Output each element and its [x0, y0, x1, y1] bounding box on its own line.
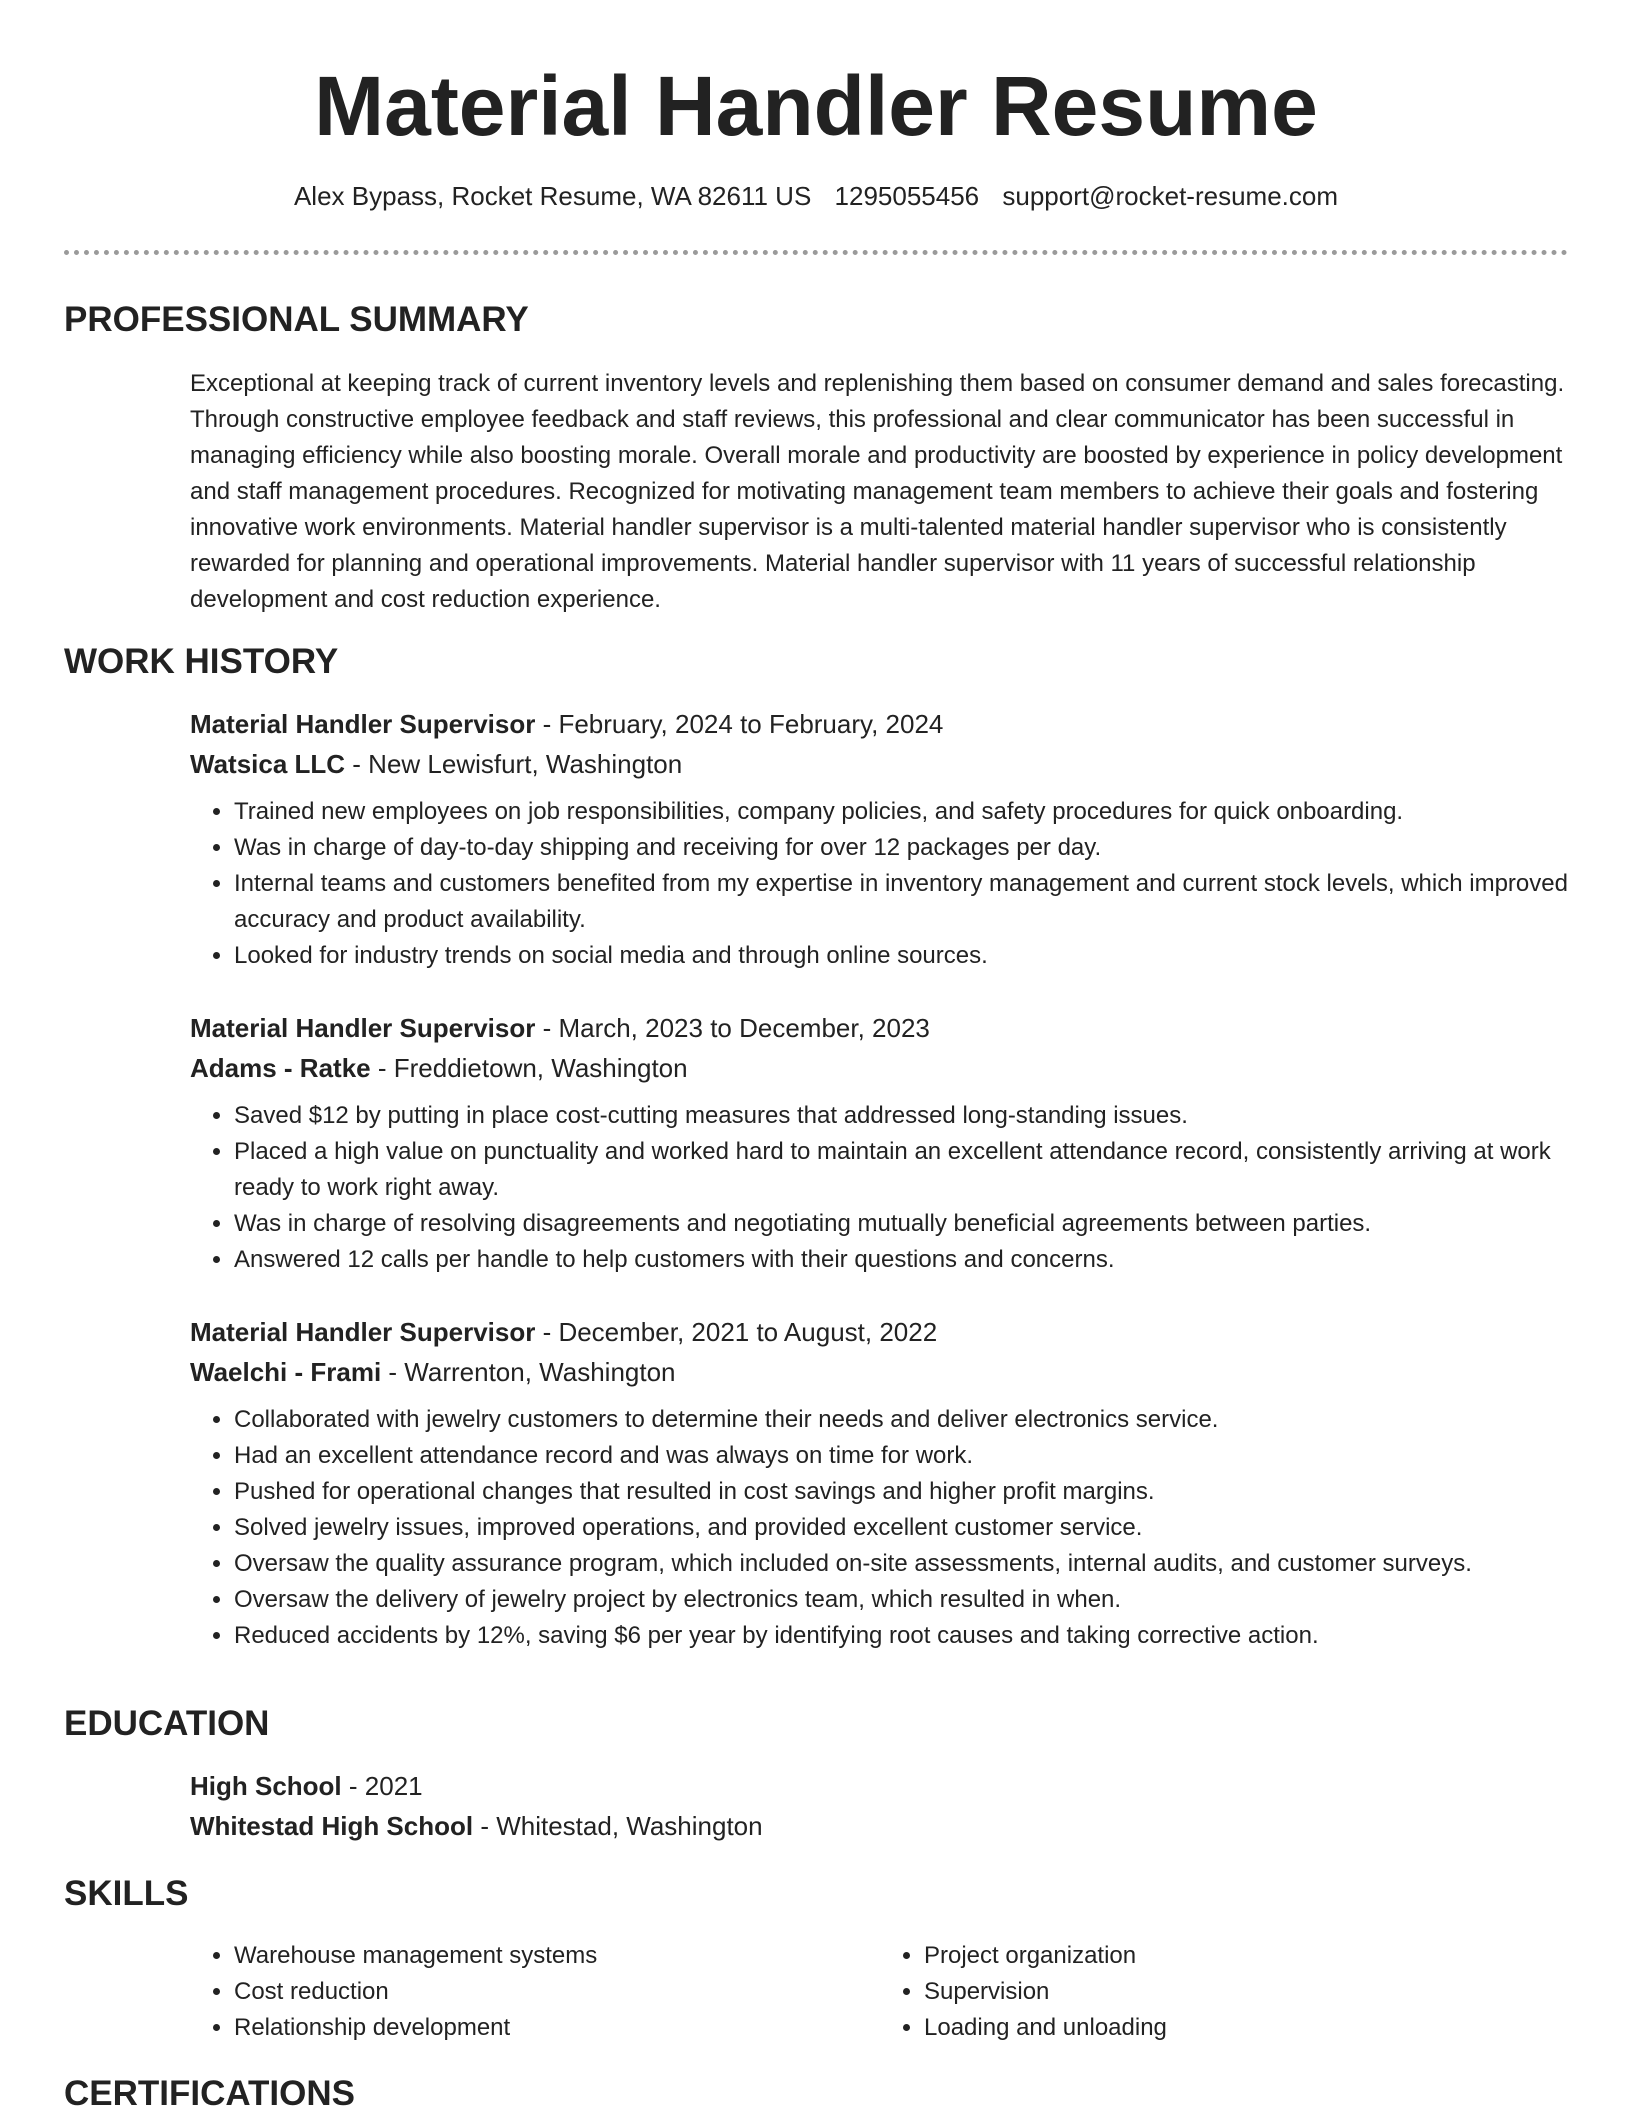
job-company: Waelchi - Frami [190, 1357, 382, 1387]
summary-text: Exceptional at keeping track of current inventory levels and replenishing them based on consumer demand and sales forecasting. Through constructive employee feedback and staff reviews, this professional and clear communicator has been successful in managing efficiency while also boosting morale. Overall morale and productivity are boosted by experience in policy development and staff management procedures. Recognized for motivating management team members to achieve their goals and fostering innovative work environments. Material handler supervisor is a multi-talented material handler supervisor who is consistently rewarded for planning and operational improvements. Material handler supervisor with 11 years of successful relationship development and cost reduction experience. [190, 370, 1565, 613]
education-degree: High School [190, 1771, 342, 1801]
list-item: • Reduced accidents by 12%, saving $6 per year by identifying root causes and taking corrective action. [234, 1618, 1570, 1654]
list-item: • Internal teams and customers benefited from my expertise in inventory management and current stock levels, which improved accuracy and product availability. [234, 866, 1570, 938]
job-dates: - December, 2021 to August, 2022 [535, 1317, 938, 1347]
contact-line [0, 178, 1632, 214]
job-duties-list [190, 794, 1570, 974]
job-company-line [190, 744, 1570, 784]
list-item: • Was in charge of day-to-day shipping and receiving for over 12 packages per day. [234, 830, 1570, 866]
job-duties-list [190, 1098, 1570, 1278]
job-location: - Freddietown, Washington [370, 1053, 688, 1083]
job-entry-3 [190, 1312, 1570, 1654]
skills-column-left [190, 1938, 880, 2046]
list-item: • Oversaw the delivery of jewelry project by electronics team, which resulted in when. [234, 1582, 1570, 1618]
list-item: • Had an excellent attendance record and was always on time for work. [234, 1438, 1570, 1474]
list-item: • Collaborated with jewelry customers to determine their needs and deliver electronics service. [234, 1402, 1570, 1438]
contact-email: support@rocket-resume.com [1002, 181, 1339, 211]
job-company-line [190, 1048, 1570, 1088]
skills-grid [190, 1938, 1570, 2046]
contact-address: Alex Bypass, Rocket Resume, WA 82611 US [293, 181, 812, 211]
skill-item: • Cost reduction [234, 1974, 880, 2010]
list-item: • Looked for industry trends on social media and through online sources. [234, 938, 1570, 974]
job-company: Watsica LLC [190, 749, 346, 779]
list-item: • Solved jewelry issues, improved operations, and provided excellent customer service. [234, 1510, 1570, 1546]
job-title-line [190, 1312, 1570, 1352]
skill-item: • Supervision [924, 1974, 1570, 2010]
list-item: • Was in charge of resolving disagreements and negotiating mutually beneficial agreements between parties. [234, 1206, 1570, 1242]
skill-item: • Project organization [924, 1938, 1570, 1974]
job-title: Material Handler Supervisor [190, 1317, 536, 1347]
job-title-line [190, 704, 1570, 744]
list-item: • Placed a high value on punctuality and worked hard to maintain an excellent attendance record, consistently arriving at work ready to work right away. [234, 1134, 1570, 1206]
job-location: - New Lewisfurt, Washington [345, 749, 683, 779]
education-heading: EDUCATION [64, 1704, 270, 1743]
job-title: Material Handler Supervisor [190, 1013, 536, 1043]
contact-phone: 1295055456 [834, 181, 980, 211]
job-dates: - March, 2023 to December, 2023 [535, 1013, 930, 1043]
job-dates: - February, 2024 to February, 2024 [535, 709, 944, 739]
skills-column-right [880, 1938, 1570, 2046]
work-history-heading: WORK HISTORY [64, 642, 339, 681]
list-item: • Pushed for operational changes that resulted in cost savings and higher profit margins. [234, 1474, 1570, 1510]
list-item: • Trained new employees on job responsibilities, company policies, and safety procedures for quick onboarding. [234, 794, 1570, 830]
education-year: - 2021 [341, 1771, 423, 1801]
job-duties-list [190, 1402, 1570, 1654]
job-title-line [190, 1008, 1570, 1048]
education-location: - Whitestad, Washington [473, 1811, 763, 1841]
list-item: • Oversaw the quality assurance program, which included on-site assessments, internal audits, and customer surveys. [234, 1546, 1570, 1582]
list-item: • Answered 12 calls per handle to help customers with their questions and concerns. [234, 1242, 1570, 1278]
resume-title: Material Handler Resume [314, 59, 1318, 153]
education-degree-line [190, 1766, 1570, 1806]
certifications-heading: CERTIFICATIONS [64, 2074, 356, 2113]
summary-heading: PROFESSIONAL SUMMARY [64, 300, 529, 339]
education-school: Whitestad High School [190, 1811, 474, 1841]
skills-heading: SKILLS [64, 1874, 189, 1913]
skill-item: • Relationship development [234, 2010, 880, 2046]
list-item: • Saved $12 by putting in place cost-cutting measures that addressed long-standing issues. [234, 1098, 1570, 1134]
job-entry-1 [190, 704, 1570, 974]
header-divider [64, 250, 1568, 255]
education-entry [190, 1766, 1570, 1846]
skill-item: • Warehouse management systems [234, 1938, 880, 1974]
job-title: Material Handler Supervisor [190, 709, 536, 739]
job-company: Adams - Ratke [190, 1053, 371, 1083]
job-company-line [190, 1352, 1570, 1392]
job-entry-2 [190, 1008, 1570, 1278]
education-school-line [190, 1806, 1570, 1846]
skill-item: • Loading and unloading [924, 2010, 1570, 2046]
job-location: - Warrenton, Washington [381, 1357, 676, 1387]
